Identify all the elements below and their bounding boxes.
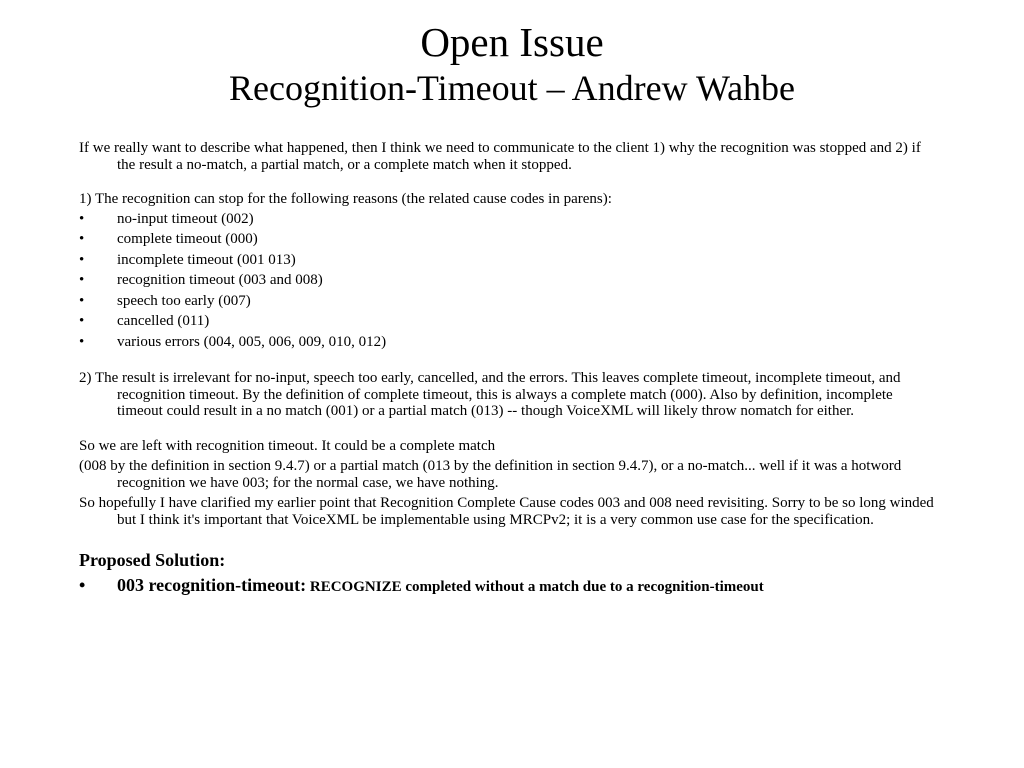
bullet-icon: • — [79, 575, 86, 595]
proposed-code: 003 recognition-timeout: — [117, 575, 307, 595]
slide-title-block — [0, 18, 1024, 110]
list-item: • no-input timeout (002) — [79, 210, 254, 227]
slide-title: Open Issue — [420, 19, 604, 65]
bullet-icon: • — [79, 210, 85, 227]
bullet-icon: • — [79, 272, 85, 288]
bullet-icon: • — [79, 251, 85, 268]
left-with-paragraph: So we are left with recognition timeout. It could be a complete match — [79, 437, 496, 454]
result-paragraph: 2) The result is irrelevant for no-input, speech too early, cancelled, and the errors. This leaves complete timeout, incomplete timeout, and recognition timeout. By the definition of complete timeout, this is always a complete match (000). Also by definition, incomplete timeout could result in a no match (001) or a partial match (013) -- though VoiceXML will likely throw nomatch for either. — [79, 370, 901, 419]
list-item: • complete timeout (000) — [79, 231, 258, 247]
bullet-icon: • — [79, 231, 85, 247]
slide-content — [79, 140, 937, 598]
list-item: • speech too early (007) — [79, 292, 251, 309]
list-item: • incomplete timeout (001 013) — [79, 251, 296, 268]
list-item: • recognition timeout (003 and 008) — [79, 272, 323, 288]
definition-paragraph: (008 by the definition in section 9.4.7) or a partial match (013 by the definition in section 9.4.7), or a no-match... well if it was a hotword recognition we have 003; for the normal case, we have nothing. — [79, 458, 902, 491]
proposed-solution-heading: Proposed Solution: — [79, 550, 226, 570]
slide-subtitle: Recognition-Timeout – Andrew Wahbe — [228, 68, 796, 109]
closing-paragraph: So hopefully I have clarified my earlier point that Recognition Complete Cause codes 003 and 008 need revisiting. Sorry to be so long winded but I think it's important that VoiceXML be implementable using MRCPv2; it is a very common use case for the specification. — [79, 495, 934, 528]
bullet-icon: • — [79, 313, 85, 329]
proposed-solution-item — [79, 574, 937, 598]
reasons-list — [79, 211, 937, 351]
bullet-icon: • — [79, 292, 85, 309]
bullet-icon: • — [79, 333, 85, 350]
proposed-description: RECOGNIZE completed without a match due to a recognition-timeout — [309, 579, 764, 595]
list-item: • cancelled (011) — [79, 313, 210, 329]
reasons-intro: 1) The recognition can stop for the following reasons (the related cause codes in parens): — [79, 191, 612, 207]
list-item: • various errors (004, 005, 006, 009, 010, 012) — [79, 333, 387, 350]
intro-paragraph: If we really want to describe what happened, then I think we need to communicate to the client 1) why the recognition was stopped and 2) if the result a no-match, a partial match, or a complete match when it stopped. — [79, 140, 921, 173]
